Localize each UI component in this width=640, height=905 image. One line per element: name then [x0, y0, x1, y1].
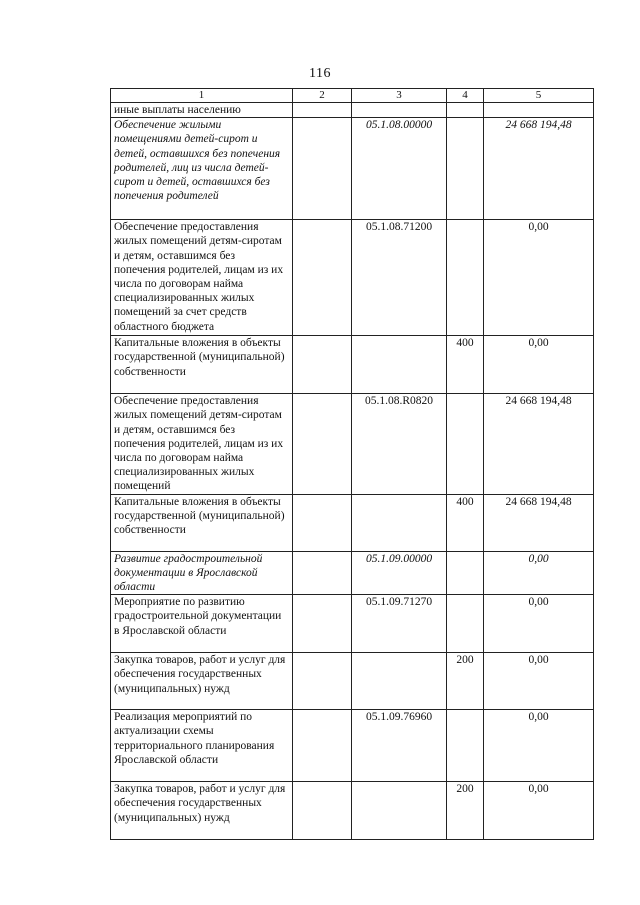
- row-name: Обеспечение предоставления жилых помещений детям-сиротам и детям, оставшимся без попечения родителей, лицам из их числа по договорам найма специализированных жилых помещений: [111, 394, 293, 494]
- row-column-2: [293, 220, 352, 336]
- row-target-code: 05.1.08.R0820: [352, 394, 447, 494]
- row-target-code: 05.1.09.71270: [352, 595, 447, 653]
- row-amount: 0,00: [484, 653, 594, 710]
- row-target-code: [352, 782, 447, 840]
- column-header-2: 2: [293, 89, 352, 103]
- row-amount: 0,00: [484, 336, 594, 394]
- row-name: Капитальные вложения в объекты государственной (муниципальной) собственности: [111, 494, 293, 551]
- table-row: [111, 103, 594, 118]
- table-row: [111, 118, 594, 220]
- row-expense-type: [447, 118, 484, 220]
- row-expense-type: 200: [447, 653, 484, 710]
- row-amount: [484, 103, 594, 118]
- row-column-2: [293, 710, 352, 782]
- row-name: Реализация мероприятий по актуализации схемы территориального планирования Ярославской области: [111, 710, 293, 782]
- row-expense-type: 400: [447, 336, 484, 394]
- table-header-row: [111, 89, 594, 103]
- row-expense-type: [447, 394, 484, 494]
- row-expense-type: [447, 710, 484, 782]
- row-target-code: [352, 653, 447, 710]
- table-row: [111, 494, 594, 551]
- column-header-1: 1: [111, 89, 293, 103]
- table-row: [111, 710, 594, 782]
- column-header-4: 4: [447, 89, 484, 103]
- table-row: [111, 336, 594, 394]
- column-header-5: 5: [484, 89, 594, 103]
- row-name: Закупка товаров, работ и услуг для обеспечения государственных (муниципальных) нужд: [111, 653, 293, 710]
- row-column-2: [293, 782, 352, 840]
- row-name: Обеспечение жилыми помещениями детей-сирот и детей, оставшихся без попечения родителей, лиц из числа детей-сирот и детей, оставшихся без попечения родителей: [111, 118, 293, 220]
- row-amount: 24 668 194,48: [484, 394, 594, 494]
- row-column-2: [293, 494, 352, 551]
- row-column-2: [293, 551, 352, 595]
- row-name: Развитие градостроительной документации в Ярославской области: [111, 551, 293, 595]
- row-target-code: 05.1.08.00000: [352, 118, 447, 220]
- row-amount: 0,00: [484, 551, 594, 595]
- row-amount: 24 668 194,48: [484, 118, 594, 220]
- table-row: [111, 394, 594, 494]
- row-name: Капитальные вложения в объекты государственной (муниципальной) собственности: [111, 336, 293, 394]
- row-amount: 0,00: [484, 782, 594, 840]
- row-expense-type: 400: [447, 494, 484, 551]
- row-expense-type: [447, 103, 484, 118]
- table-row: [111, 782, 594, 840]
- row-amount: 0,00: [484, 595, 594, 653]
- row-amount: 0,00: [484, 710, 594, 782]
- row-column-2: [293, 336, 352, 394]
- row-expense-type: [447, 220, 484, 336]
- row-column-2: [293, 103, 352, 118]
- row-name: Обеспечение предоставления жилых помещений детям-сиротам и детям, оставшимся без попечения родителей, лицам из их числа по договорам найма специализированных жилых помещений за счет средств областного бюджета: [111, 220, 293, 336]
- row-name: Мероприятие по развитию градостроительной документации в Ярославской области: [111, 595, 293, 653]
- row-column-2: [293, 653, 352, 710]
- row-target-code: 05.1.08.71200: [352, 220, 447, 336]
- row-target-code: [352, 336, 447, 394]
- row-amount: 0,00: [484, 220, 594, 336]
- row-expense-type: [447, 595, 484, 653]
- row-target-code: 05.1.09.76960: [352, 710, 447, 782]
- page-number: 116: [309, 66, 331, 81]
- table-row: [111, 653, 594, 710]
- column-header-3: 3: [352, 89, 447, 103]
- row-name: иные выплаты населению: [111, 103, 293, 118]
- table-row: [111, 595, 594, 653]
- row-column-2: [293, 394, 352, 494]
- row-target-code: [352, 103, 447, 118]
- row-name: Закупка товаров, работ и услуг для обеспечения государственных (муниципальных) нужд: [111, 782, 293, 840]
- row-target-code: [352, 494, 447, 551]
- table-row: [111, 551, 594, 595]
- row-column-2: [293, 595, 352, 653]
- budget-table: [110, 88, 594, 840]
- row-expense-type: 200: [447, 782, 484, 840]
- row-expense-type: [447, 551, 484, 595]
- row-target-code: 05.1.09.00000: [352, 551, 447, 595]
- row-column-2: [293, 118, 352, 220]
- table-row: [111, 220, 594, 336]
- row-amount: 24 668 194,48: [484, 494, 594, 551]
